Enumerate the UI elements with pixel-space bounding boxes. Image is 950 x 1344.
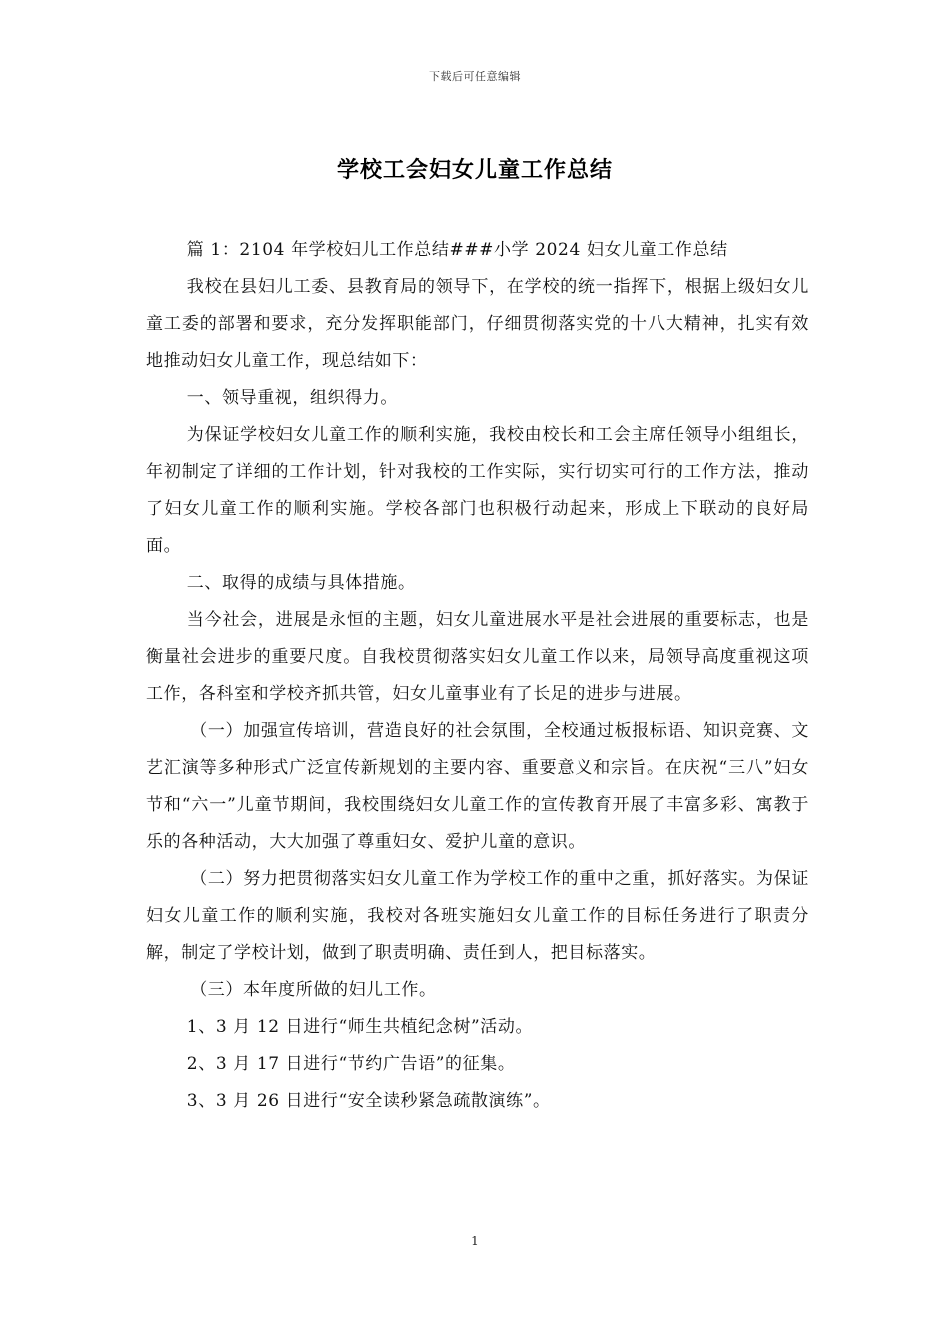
paragraph-item-1: （一）加强宣传培训，营造良好的社会氛围，全校通过板报标语、知识竞赛、文艺汇演等多种形式广泛宣传新规划的主要内容、重要意义和宗旨。在庆祝“三八”妇女节和“六一”儿童节期间，我校围绕妇女儿童工作的宣传教育开展了丰富多彩、寓教于乐的各种活动，大大加强了尊重妇女、爱护儿童的意识。 [146, 721, 809, 852]
list-item-activity-1: 1、3 月 12 日进行“师生共植纪念树”活动。 [186, 1017, 534, 1037]
list-item-activity-2: 2、3 月 17 日进行“节约广告语”的征集。 [186, 1054, 516, 1074]
section-heading-2: 二、取得的成绩与具体措施。 [186, 573, 416, 593]
document-title: 学校工会妇女儿童工作总结 [336, 158, 613, 183]
paragraph-item-3: （三）本年度所做的妇儿工作。 [190, 980, 437, 1000]
paragraph-article-heading: 篇 1：2104 年学校妇儿工作总结###小学 2024 妇女儿童工作总结 [186, 240, 728, 260]
header-note: 下载后可任意编辑 [429, 70, 521, 83]
paragraph-item-2: （二）努力把贯彻落实妇女儿童工作为学校工作的重中之重，抓好落实。为保证妇女儿童工作的顺利实施，我校对各班实施妇女儿童工作的目标任务进行了职责分解，制定了学校计划，做到了职责明确、责任到人，把目标落实。 [146, 869, 809, 963]
section-heading-1: 一、领导重视，组织得力。 [186, 388, 398, 408]
paragraph-development: 当今社会，进展是永恒的主题，妇女儿童进展水平是社会进展的重要标志，也是衡量社会进步的重要尺度。自我校贯彻落实妇女儿童工作以来，局领导高度重视这项工作，各科室和学校齐抓共管，妇女儿童事业有了长足的进步与进展。 [146, 610, 809, 704]
list-item-activity-3: 3、3 月 26 日进行“安全读秒紧急疏散演练”。 [186, 1091, 551, 1111]
paragraph-leadership: 为保证学校妇女儿童工作的顺利实施，我校由校长和工会主席任领导小组组长，年初制定了详细的工作计划，针对我校的工作实际，实行切实可行的工作方法，推动了妇女儿童工作的顺利实施。学校各部门也积极行动起来，形成上下联动的良好局面。 [146, 425, 809, 556]
page-number: 1 [471, 1234, 479, 1248]
document-body [146, 232, 809, 1120]
paragraph-intro: 我校在县妇儿工委、县教育局的领导下，在学校的统一指挥下，根据上级妇女儿童工委的部署和要求，充分发挥职能部门，仔细贯彻落实党的十八大精神，扎实有效地推动妇女儿童工作，现总结如下： [146, 277, 809, 371]
